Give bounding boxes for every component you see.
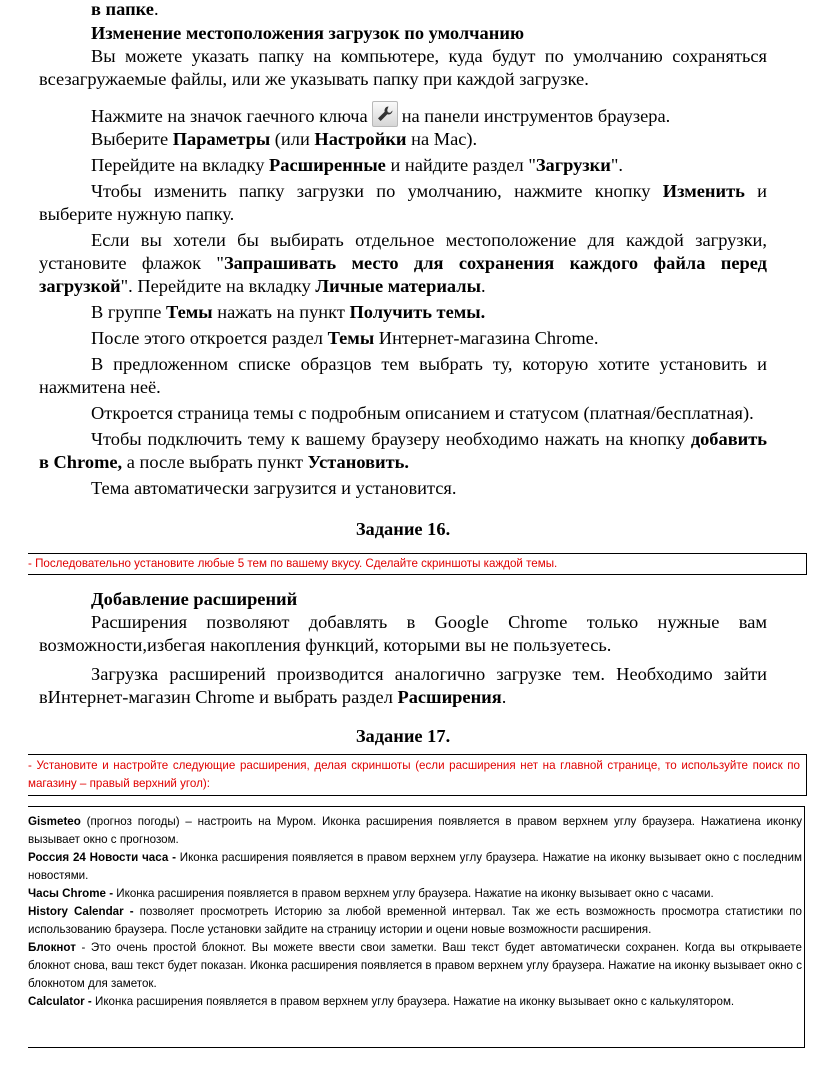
- p2-post: на панели инструментов браузера.: [401, 106, 671, 126]
- ext-desc: - Это очень простой блокнот. Вы можете ввести свои заметки. Ваш текст будет автоматически сохранен. Когда вы открываете блокнот снова, ваш текст будет показан. Иконка расширения появляется в правом верхнем углу браузера. Нажатие на иконку вызывает окно с блокнотом для заметок.: [28, 941, 802, 990]
- downloads-p11: [39, 428, 767, 474]
- p6-bold2: Личные материалы: [315, 276, 481, 296]
- p7-bold1: Темы: [166, 302, 213, 322]
- ext-name: Gismeteo: [28, 815, 81, 828]
- intro-end: .: [153, 0, 159, 19]
- ext-clock: [28, 885, 802, 903]
- p3-bold1: Параметры: [172, 129, 271, 149]
- downloads-p9: В предложенном списке образцов тем выбрать ту, которую хотите установить и нажмитена неё.: [39, 354, 767, 397]
- downloads-p3: [39, 128, 767, 151]
- task17-box: [28, 754, 807, 796]
- task17-title: [39, 725, 767, 748]
- extensions-p2: [39, 663, 767, 709]
- p11-bold1: добавить в Chrome,: [39, 429, 767, 472]
- ext-desc: Иконка расширения появляется в правом верхнем углу браузера. Нажатие на иконку вызывает окно с последним новостями.: [28, 851, 802, 882]
- downloads-section: [39, 22, 767, 500]
- ext-calculator: [28, 993, 802, 1011]
- task16-text: - Последовательно установите любые 5 тем по вашему вкусу. Сделайте скриншоты каждой темы.: [28, 557, 558, 570]
- p7-mid: нажать на пункт: [212, 302, 350, 322]
- p4-post: ".: [610, 155, 623, 175]
- ext-gismeteo: [28, 813, 802, 849]
- ext-desc: Иконка расширения появляется в правом верхнем углу браузера. Нажатие на иконку вызывает окно с калькулятором.: [95, 995, 735, 1008]
- ext-history-calendar: [28, 903, 802, 939]
- p4-pre: Перейдите на вкладку: [91, 155, 270, 175]
- p3-mid: (или: [270, 129, 315, 149]
- extensions-list: [28, 807, 804, 1011]
- intro-line: [39, 0, 767, 21]
- ext-name: Блокнот: [28, 941, 76, 954]
- downloads-p7: [39, 301, 767, 324]
- ext-name: Часы Chrome -: [28, 887, 117, 900]
- p3-post: на Mac).: [406, 129, 478, 149]
- downloads-p12: Тема автоматически загрузится и установится.: [91, 478, 457, 498]
- task17-title-text: Задание 17.: [355, 726, 451, 746]
- p6-post: .: [480, 276, 486, 296]
- p6-bold: Запрашивать место для сохранения каждого файла перед загрузкой: [39, 253, 767, 296]
- p7-bold2: Получить темы.: [349, 302, 486, 322]
- ext-notepad: [28, 939, 802, 993]
- ext-name: History Calendar -: [28, 905, 140, 918]
- p5-post: и выберите нужную папку.: [39, 181, 767, 224]
- p5-pre: Чтобы изменить папку загрузки по умолчанию, нажмите кнопку: [91, 181, 663, 201]
- downloads-p1: Вы можете указать папку на компьютере, куда будут по умолчанию сохраняться всезагружаемые файлы, или же указывать папку при каждой загрузке.: [39, 46, 767, 89]
- downloads-p4: [39, 154, 767, 177]
- p6-mid: ". Перейдите на вкладку: [120, 276, 316, 296]
- ext-p2-bold: Расширения: [397, 687, 502, 707]
- p8-bold: Темы: [327, 328, 375, 348]
- wrench-icon: [372, 101, 398, 127]
- p3-pre: Выберите: [91, 129, 173, 149]
- p8-pre: После этого откроется раздел: [91, 328, 328, 348]
- extensions-p1: Расширения позволяют добавлять в Google Chrome только нужные вам возможности,избегая накопления функций, которыми вы не пользуетесь.: [39, 612, 767, 655]
- p5-bold: Изменить: [662, 181, 745, 201]
- ext-desc: (прогноз погоды) – настроить на Муром. Иконка расширения появляется в правом верхнем углу браузера. Нажатиена иконку вызывает окно с прогнозом.: [28, 815, 802, 846]
- extensions-heading: Добавление расширений: [91, 589, 298, 609]
- p6-pre: Если вы хотели бы выбирать отдельное местоположение для каждой загрузки, установите флажок ": [39, 230, 767, 273]
- extensions-list-box: [28, 806, 805, 1048]
- task17-text: - Установите и настройте следующие расширения, делая скриншоты (если расширения нет на главной странице, то используйте поиск по магазину – правый верхний угол):: [28, 759, 800, 790]
- downloads-p5: [39, 180, 767, 226]
- p8-post: Интернет-магазина Chrome.: [374, 328, 599, 348]
- p4-mid: и найдите раздел ": [385, 155, 536, 175]
- ext-name: Россия 24 Новости часа -: [28, 851, 180, 864]
- intro-bold: в папке: [91, 0, 154, 19]
- ext-russia24: [28, 849, 802, 885]
- downloads-p8: [39, 327, 767, 350]
- ext-name: Calculator -: [28, 995, 95, 1008]
- ext-p2-post: .: [501, 687, 507, 707]
- task16-title-text: Задание 16.: [355, 519, 451, 539]
- downloads-p10: Откроется страница темы с подробным описанием и статусом (платная/бесплатная).: [91, 403, 754, 423]
- ext-desc: Иконка расширения появляется в правом верхнем углу браузера. Нажатие на иконку вызывает окно с часами.: [116, 887, 714, 900]
- task16-box: [28, 553, 807, 575]
- p4-bold2: Загрузки: [535, 155, 611, 175]
- task16-title: [39, 518, 767, 541]
- ext-p2-pre: Загрузка расширений производится аналогично загрузке тем. Необходимо зайти вИнтернет-магазин Chrome и выбрать раздел: [39, 664, 767, 707]
- p3-bold2: Настройки: [314, 129, 407, 149]
- downloads-p2: [39, 101, 767, 128]
- p11-mid: а после выбрать пункт: [122, 452, 308, 472]
- p2-pre: Нажмите на значок гаечного ключа: [91, 106, 368, 126]
- extensions-section: [39, 588, 767, 709]
- downloads-p6: [39, 229, 767, 298]
- ext-desc: позволяет просмотреть Историю за любой временной интервал. Так же есть возможность просмотра статистики по использованию браузера. После установки зайдите на страницу истории и оцени новые возможности расширения.: [28, 905, 802, 936]
- p4-bold1: Расширенные: [269, 155, 386, 175]
- p7-pre: В группе: [91, 302, 166, 322]
- p11-pre: Чтобы подключить тему к вашему браузеру необходимо нажать на кнопку: [91, 429, 691, 449]
- p11-bold2: Установить.: [307, 452, 409, 472]
- downloads-heading: Изменение местоположения загрузок по умолчанию: [91, 23, 524, 43]
